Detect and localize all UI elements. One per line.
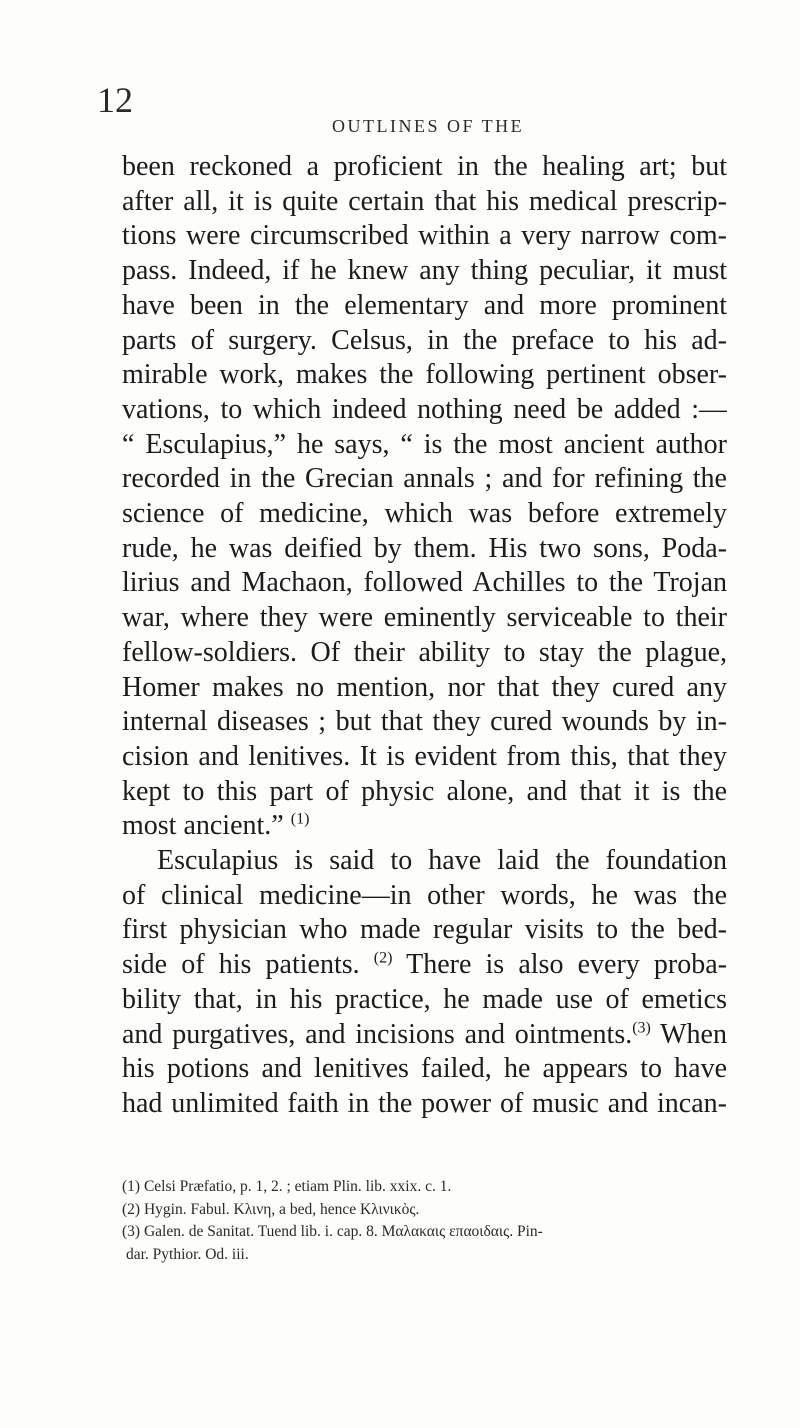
- text-line: pass. Indeed, if he knew any thing peculiar, it must: [122, 255, 727, 287]
- text-line: cision and lenitives. It is evident from this, that they: [122, 740, 727, 772]
- footnotes: [122, 1176, 732, 1266]
- text-line-with-ref: [122, 809, 727, 844]
- text-line: vations, to which indeed nothing need be added :—: [122, 393, 727, 425]
- text-line: fellow-soldiers. Of their ability to stay the plague,: [122, 636, 727, 668]
- text-line: Homer makes no mention, nor that they cured any: [122, 671, 727, 703]
- text-line: kept to this part of physic alone, and that it is the: [122, 775, 727, 807]
- text-line: mirable work, makes the following pertinent obser-: [122, 359, 727, 391]
- text-line: bility that, in his practice, he made use of emetics: [122, 983, 727, 1015]
- text-line-with-ref: [122, 1018, 727, 1053]
- footnote-ref-1: (1): [290, 811, 310, 829]
- text-line: war, where they were eminently serviceable to their: [122, 602, 727, 634]
- text-line: internal diseases ; but that they cured wounds by in-: [122, 706, 727, 738]
- text-line: recorded in the Grecian annals ; and for refining the: [122, 463, 727, 495]
- paragraph-first-line: Esculapius is said to have laid the foundation: [157, 845, 727, 877]
- text-line: after all, it is quite certain that his medical prescrip-: [122, 185, 727, 217]
- text-line: his potions and lenitives failed, he appears to have: [122, 1053, 727, 1085]
- body-text: [122, 150, 727, 1122]
- text-line: lirius and Machaon, followed Achilles to the Trojan: [122, 567, 727, 599]
- text-line: been reckoned a proficient in the healing art; but: [122, 151, 727, 182]
- text-segment: and purgatives, and incisions and ointments.: [122, 1018, 633, 1050]
- page-number: 12: [97, 80, 133, 120]
- footnote-3: (3) Galen. de Sanitat. Tuend lib. i. cap. 8. Μαλακαις επαοιδαις. Pin-: [122, 1223, 543, 1241]
- footnote-ref-2: (2): [373, 949, 393, 967]
- text-line: have been in the elementary and more prominent: [122, 289, 727, 321]
- text-segment: When: [650, 1018, 727, 1050]
- footnote-ref-3: (3): [632, 1019, 651, 1037]
- text-line-with-ref: [122, 948, 727, 983]
- text-line: of clinical medicine—in other words, he was the: [122, 879, 727, 911]
- text-line: science of medicine, which was before extremely: [122, 498, 727, 530]
- text-line: “ Esculapius,” he says, “ is the most ancient author: [122, 428, 727, 460]
- text-line: had unlimited faith in the power of music and incan-: [122, 1087, 727, 1119]
- text-segment: There is also every proba-: [392, 949, 727, 981]
- footnote-1: (1) Celsi Præfatio, p. 1, 2. ; etiam Plin. lib. xxix. c. 1.: [122, 1178, 452, 1195]
- text-segment: most ancient.”: [122, 810, 284, 842]
- text-line: parts of surgery. Celsus, in the preface to his ad-: [122, 324, 727, 356]
- text-segment: side of his patients.: [122, 949, 360, 981]
- text-line: tions were circumscribed within a very narrow com-: [122, 220, 727, 252]
- footnote-3-continued: dar. Pythior. Od. iii.: [126, 1245, 249, 1263]
- text-line: rude, he was deified by them. His two sons, Poda-: [122, 532, 727, 564]
- text-line: first physician who made regular visits to the bed-: [122, 914, 727, 946]
- footnote-2: (2) Hygin. Fabul. Κλινη, a bed, hence Κλινικὸς.: [122, 1200, 420, 1218]
- running-head: OUTLINES OF THE: [332, 116, 525, 136]
